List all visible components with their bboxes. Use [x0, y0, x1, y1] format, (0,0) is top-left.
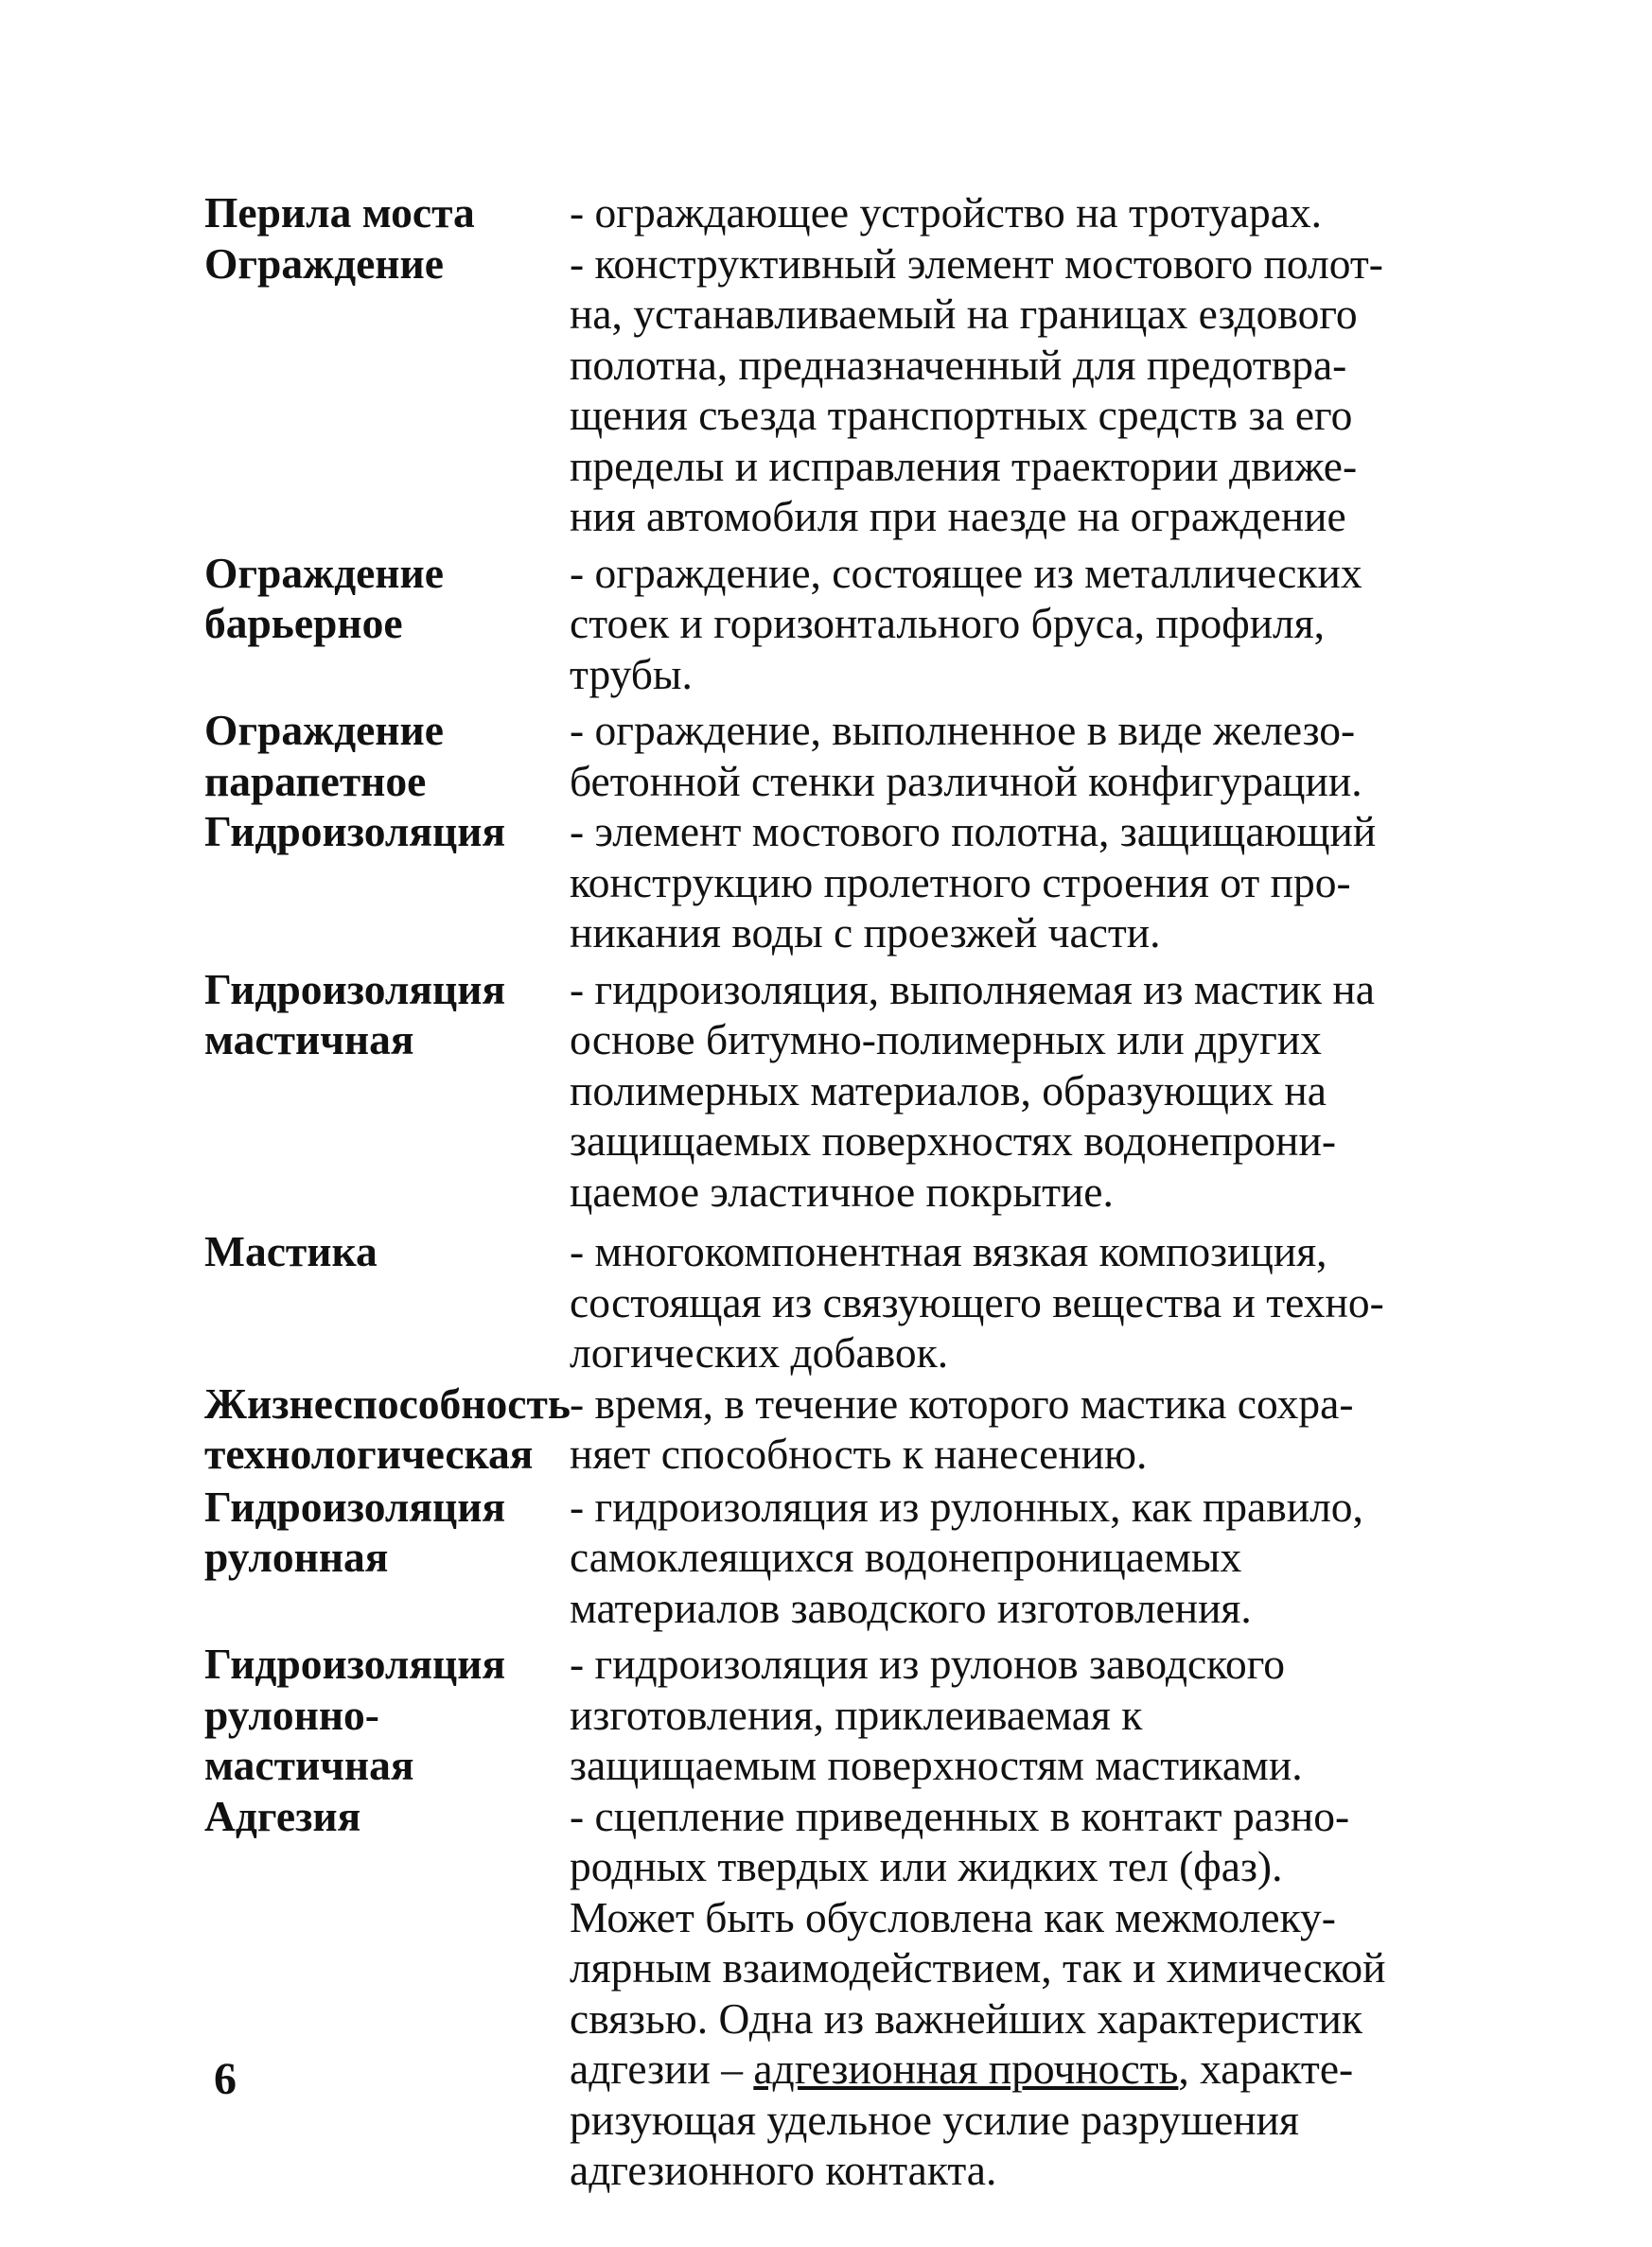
definition-line: бетонной стенки различной конфигурации.: [570, 756, 1362, 805]
term: Гидроизоляция рулонно- мастичная: [204, 1640, 506, 1789]
definition-line-with-underline: [570, 2044, 1425, 2095]
definition-line: никания воды с проезжей части.: [570, 908, 1161, 957]
definition-line: конструкцию пролетного строения от про-: [570, 857, 1351, 906]
glossary: [204, 187, 1425, 2196]
definition: [570, 1482, 1425, 1634]
entry-gidroizolyatsiya-rulonnaya: [204, 1482, 1425, 1634]
definition-line: - многокомпонентная вязкая композиция,: [570, 1227, 1327, 1275]
definition: [570, 548, 1425, 700]
definition-line: стоек и горизонтального бруса, профиля,: [570, 599, 1326, 647]
definition-line: полотна, предназначенный для предотвра-: [570, 340, 1347, 389]
term: Адгезия: [204, 1791, 361, 1840]
term: Перила моста: [204, 188, 475, 237]
definition-line: на, устанавливаемый на границах ездового: [570, 290, 1358, 338]
entry-perila-mosta: [204, 187, 1425, 238]
entry-ograzhdenie-parapetnoe: [204, 705, 1425, 806]
entry-adgeziya: [204, 1791, 1425, 2196]
text-before-underline: адгезии –: [570, 2045, 754, 2093]
definition-line: основе битумно-полимерных или других: [570, 1015, 1322, 1063]
definition: [570, 1791, 1425, 2196]
definition-line: - время, в течение которого мастика сохра-: [570, 1378, 1354, 1428]
term: Гидроизоляция мастичная: [204, 964, 506, 1063]
entry-ograzhdenie: [204, 238, 1425, 542]
definition-line: трубы.: [570, 649, 693, 698]
definition-line: самоклеящихся водонепроницаемых: [570, 1533, 1242, 1581]
page-number: 6: [214, 2054, 237, 2104]
definition: [570, 806, 1425, 958]
definition-line: защищаемым поверхностям мастиками.: [570, 1741, 1303, 1789]
definition-line: - сцепление приведенных в контакт разно-: [570, 1791, 1350, 1840]
entry-gidroizolyatsiya-mastichnaya: [204, 964, 1425, 1218]
definition-line: состоящая из связующего вещества и техно-: [570, 1277, 1384, 1326]
definition-line: защищаемых поверхностях водонепрони-: [570, 1116, 1337, 1165]
definition-line: логических добавок.: [570, 1328, 949, 1377]
definition-line: няет способность к нанесению.: [570, 1430, 1148, 1478]
definition-line: - ограждающее устройство на тротуарах.: [570, 188, 1323, 237]
definition-line: связью. Одна из важнейших характеристик: [570, 1993, 1362, 2043]
definition: [570, 964, 1425, 1218]
definition-line: Может быть обусловлена как межмолеку-: [570, 1892, 1336, 1941]
entry-gidroizolyatsiya-rulonno-mastichnaya: [204, 1639, 1425, 1791]
definition-line: - элемент мостового полотна, защищающий: [570, 807, 1377, 855]
definition-line: щения съезда транспортных средств за его: [570, 391, 1353, 439]
term: Ограждение парапетное: [204, 706, 444, 805]
term: Мастика: [204, 1227, 378, 1275]
definition: [570, 1226, 1425, 1378]
term: Ограждение: [204, 238, 444, 288]
underlined-term: адгезионная прочность: [753, 2045, 1179, 2093]
definition-line: лярным взаимодействием, так и химической: [570, 1943, 1386, 1992]
definition-line: - ограждение, состоящее из металлических: [570, 548, 1362, 597]
definition-line: материалов заводского изготовления.: [570, 1583, 1252, 1632]
definition-line: полимерных материалов, образующих на: [570, 1065, 1327, 1115]
entry-gidroizolyatsiya: [204, 806, 1425, 958]
definition: [570, 705, 1425, 806]
text-after-underline: , характе-: [1178, 2045, 1354, 2093]
definition-line: родных твердых или жидких тел (фаз).: [570, 1842, 1283, 1890]
definition-line: - гидроизоляция из рулонных, как правило,: [570, 1482, 1363, 1531]
definition: [570, 238, 1425, 542]
definition: [570, 187, 1425, 238]
definition-line: изготовления, приклеиваемая к: [570, 1690, 1143, 1739]
term: Гидроизоляция рулонная: [204, 1482, 506, 1581]
term: Жизнеспособность технологическая: [204, 1378, 571, 1478]
definition-line: адгезионного контакта.: [570, 2146, 997, 2194]
definition-line: - гидроизоляция из рулонов заводского: [570, 1640, 1285, 1688]
definition-line: ризующая удельное усилие разрушения: [570, 2095, 1299, 2144]
definition: [570, 1639, 1425, 1791]
entry-zhiznesposobnost: [204, 1378, 1425, 1480]
definition-line: - гидроизоляция, выполняемая из мастик на: [570, 964, 1375, 1013]
definition: [570, 1378, 1425, 1480]
definition-line: цаемое эластичное покрытие.: [570, 1167, 1114, 1216]
term: Ограждение барьерное: [204, 548, 444, 647]
definition-line: - ограждение, выполненное в виде железо-: [570, 706, 1356, 754]
definition-line: - конструктивный элемент мостового полот-: [570, 238, 1383, 288]
entry-ograzhdenie-barernoe: [204, 548, 1425, 700]
definition-line: пределы и исправления траектории движе-: [570, 441, 1358, 490]
entry-mastika: [204, 1226, 1425, 1378]
term: Гидроизоляция: [204, 807, 506, 855]
definition-line: ния автомобиля при наезде на ограждение: [570, 492, 1346, 540]
